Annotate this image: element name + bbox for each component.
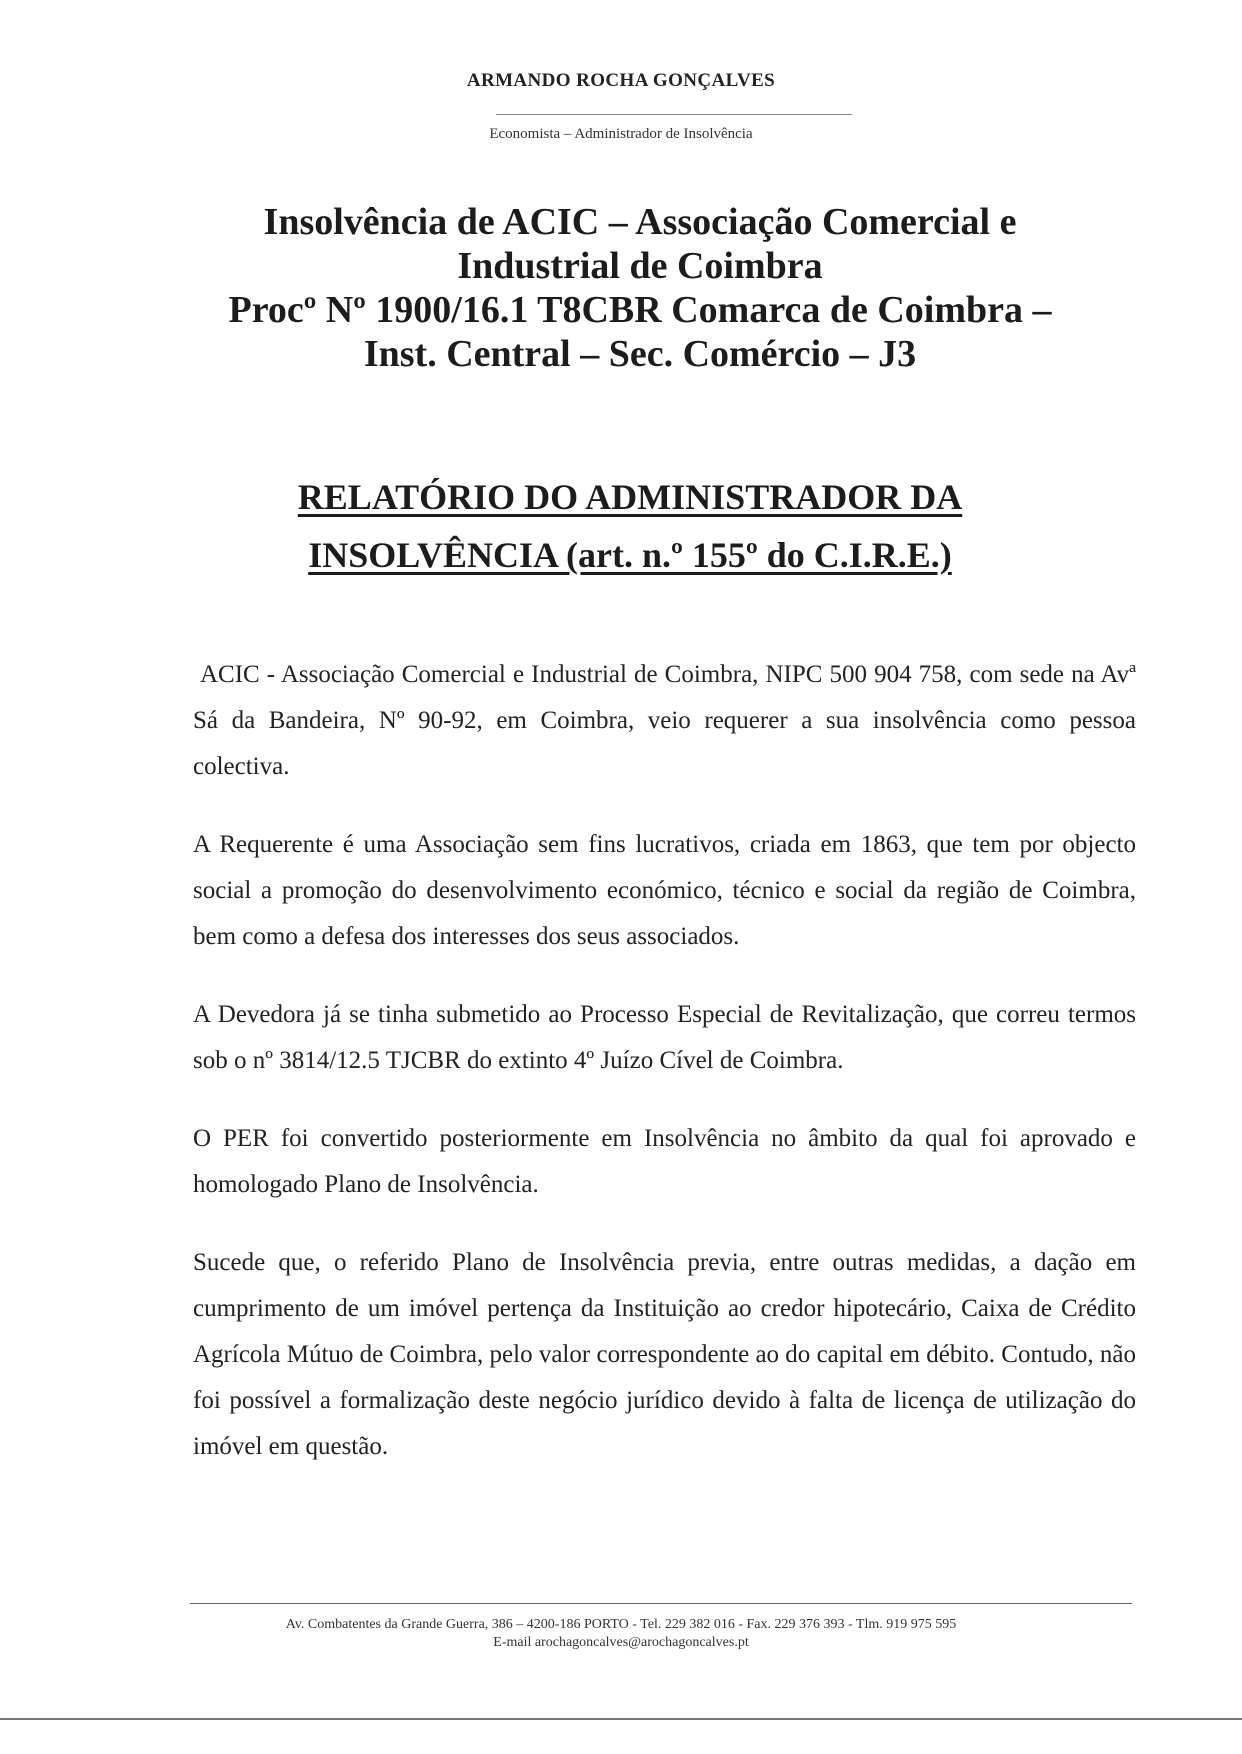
paragraph-debtor-identification: ACIC - Associação Comercial e Industrial de Coimbra, NIPC 500 904 758, com sede na Avª Sá da Bandeira, Nº 90-92, em Coimbra, veio requerer a sua insolvência como pessoa colectiva. <box>193 661 1136 780</box>
case-heading-line-2: Industrial de Coimbra <box>457 245 823 287</box>
case-heading-line-3: Procº Nº 1900/16.1 T8CBR Comarca de Coimbra – <box>228 289 1052 331</box>
case-heading <box>200 200 1080 376</box>
report-body <box>193 652 1136 1502</box>
case-heading-line-4: Inst. Central – Sec. Comércio – J3 <box>363 333 917 375</box>
report-title <box>240 468 1020 584</box>
letterhead-divider <box>496 114 852 115</box>
letterhead-subtitle: Economista – Administrador de Insolvência <box>489 126 753 142</box>
footer-email: E-mail arochagoncalves@arochagoncalves.pt <box>493 1635 749 1650</box>
paragraph-per-conversion: O PER foi convertido posteriormente em Insolvência no âmbito da qual foi aprovado e homologado Plano de Insolvência. <box>193 1125 1136 1198</box>
case-heading-line-1: Insolvência de ACIC – Associação Comercial e <box>263 201 1017 243</box>
footer-address: Av. Combatentes da Grande Guerra, 386 – 4200-186 PORTO - Tel. 229 382 016 - Fax. 229 376 393 - Tlm. 919 975 595 <box>285 1617 957 1632</box>
scan-bottom-edge <box>0 1718 1242 1720</box>
report-title-line-1: RELATÓRIO DO ADMINISTRADOR DA <box>297 477 963 517</box>
paragraph-revitalization-process: A Devedora já se tinha submetido ao Processo Especial de Revitalização, que correu termos sob o nº 3814/12.5 TJCBR do extinto 4º Juízo Cível de Coimbra. <box>193 1001 1136 1074</box>
footer-divider <box>190 1603 1132 1604</box>
letterhead-name: ARMANDO ROCHA GONÇALVES <box>466 70 776 91</box>
paragraph-association-description: A Requerente é uma Associação sem fins lucrativos, criada em 1863, que tem por objecto social a promoção do desenvolvimento económico, técnico e social da região de Coimbra, bem como a defesa dos interesses dos seus associados. <box>193 831 1136 950</box>
paragraph-insolvency-plan: Sucede que, o referido Plano de Insolvência previa, entre outras medidas, a dação em cumprimento de um imóvel pertença da Instituição ao credor hipotecário, Caixa de Crédito Agrícola Mútuo de Coimbra, pelo valor correspondente ao do capital em débito. Contudo, não foi possível a formalização deste negócio jurídico devido à falta de licença de utilização do imóvel em questão. <box>193 1249 1136 1460</box>
report-title-line-2: INSOLVÊNCIA (art. n.º 155º do C.I.R.E.) <box>308 535 952 575</box>
